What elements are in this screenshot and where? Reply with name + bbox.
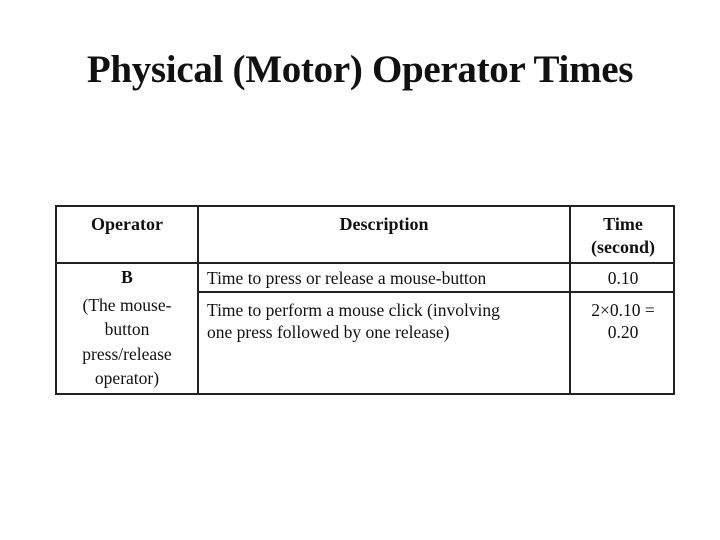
- slide-title: Physical (Motor) Operator Times: [86, 48, 634, 91]
- header-time-line1: Time: [603, 214, 643, 234]
- operator-symbol: B: [121, 267, 133, 287]
- row1-description: Time to press or release a mouse-button: [207, 268, 487, 288]
- operator-note-line: button: [104, 319, 150, 339]
- operator-times-table: [55, 205, 675, 395]
- operator-note-line: press/release: [82, 343, 172, 364]
- row-divider: [197, 291, 673, 293]
- row2-time: [571, 299, 675, 343]
- row2-time-line: 0.20: [607, 322, 639, 342]
- header-time-line2: (second): [591, 237, 655, 257]
- operator-note-line: operator): [94, 368, 160, 388]
- operator-note-line: (The mouse-: [82, 294, 172, 315]
- row2-description-line: Time to perform a mouse click (involving: [207, 300, 500, 320]
- header-operator: Operator: [91, 214, 163, 234]
- header-time: [571, 213, 675, 259]
- header-divider: [57, 262, 673, 264]
- row1-time: 0.10: [607, 268, 639, 288]
- operator-cell: [57, 265, 197, 391]
- header-description: Description: [339, 214, 429, 234]
- row2-description: [207, 299, 500, 343]
- row2-description-line: one press followed by one release): [207, 322, 450, 342]
- row2-time-line: 2×0.10 =: [591, 300, 655, 320]
